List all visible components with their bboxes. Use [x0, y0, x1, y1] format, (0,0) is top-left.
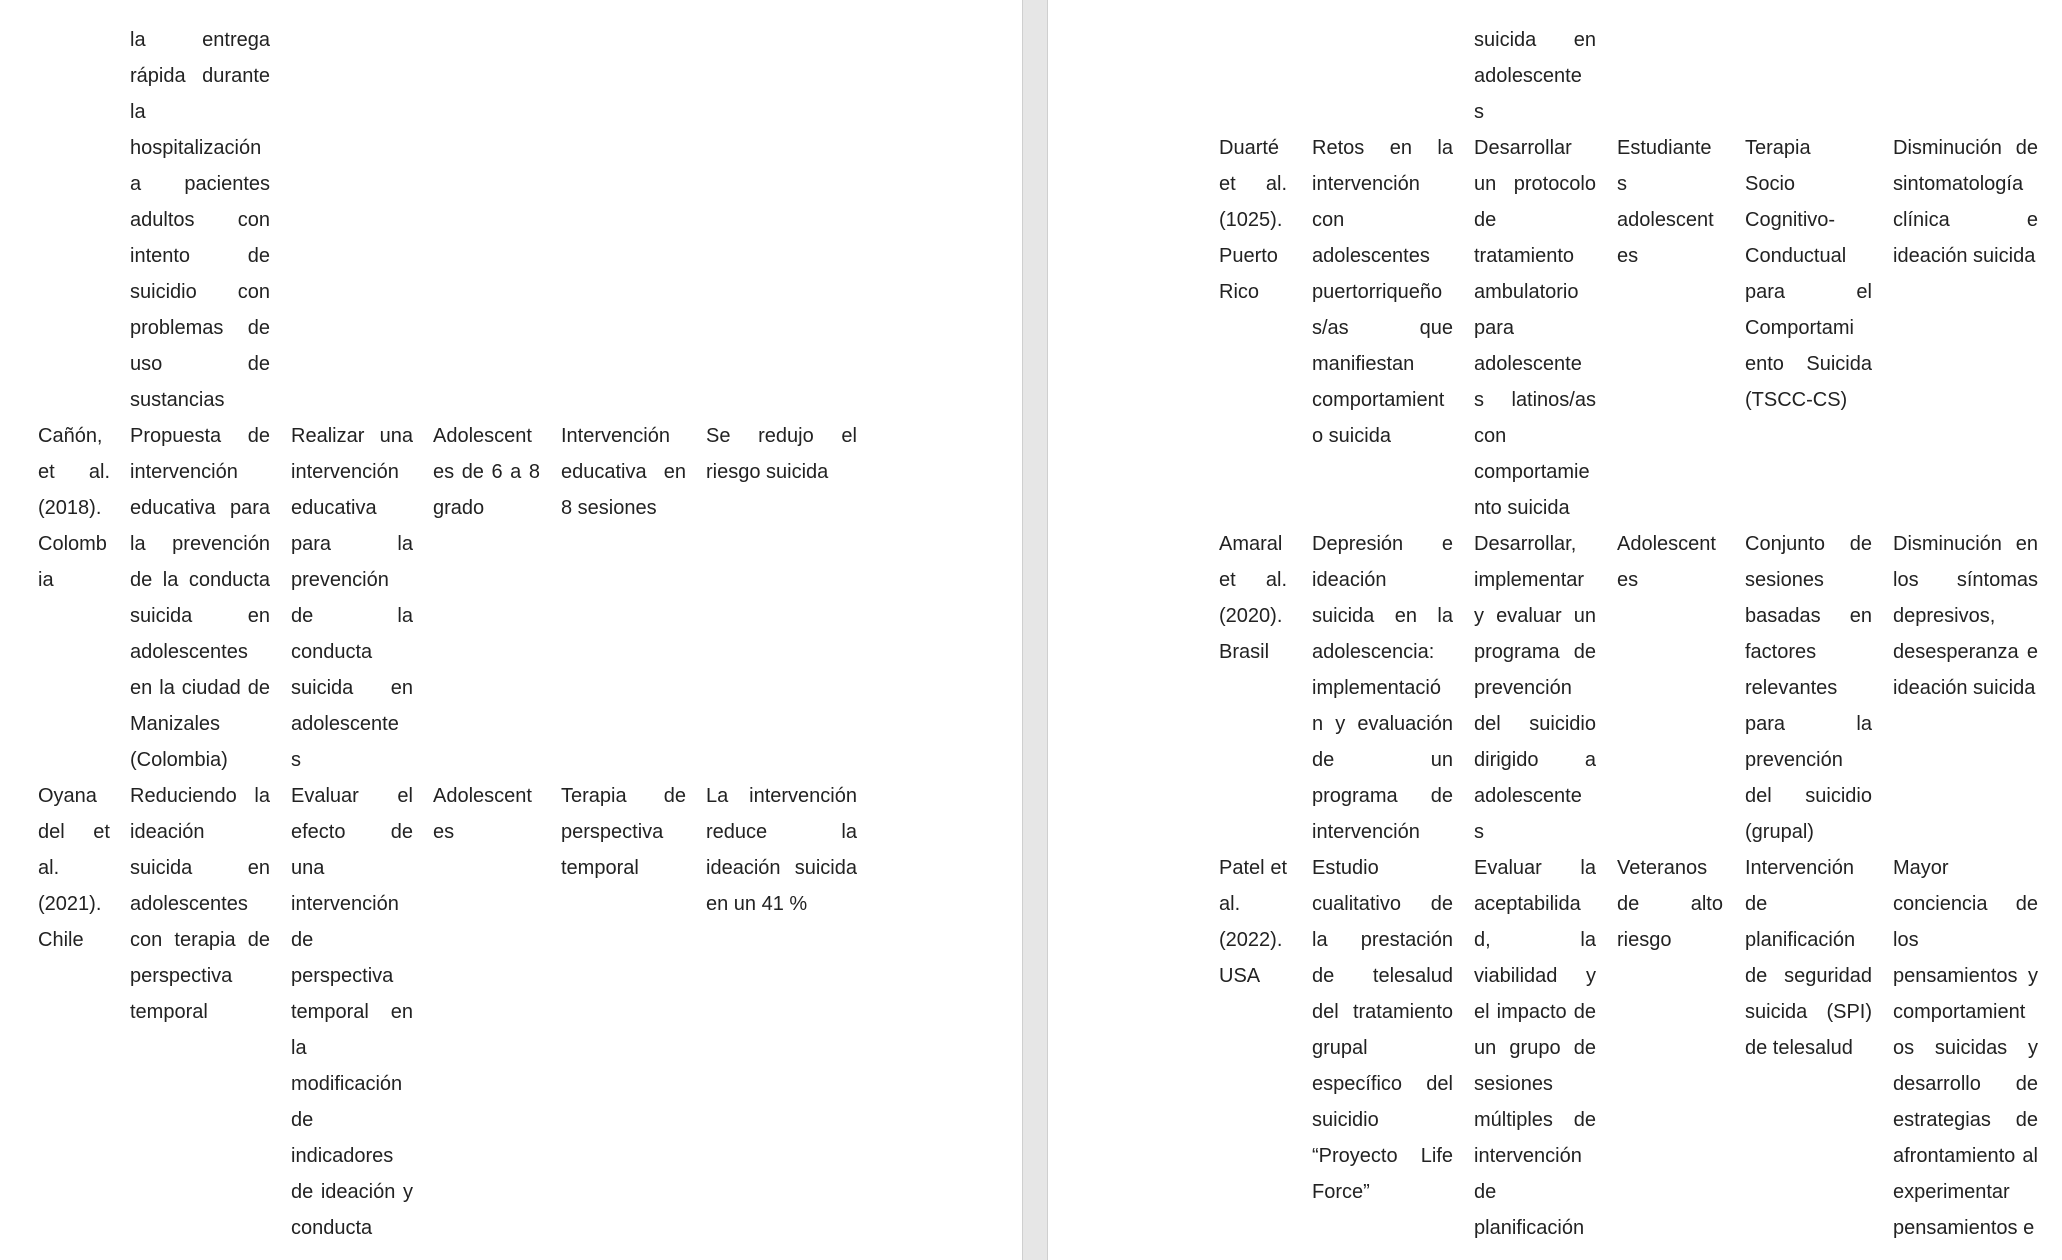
cell-text-line: grado [433, 497, 485, 519]
cell-text-line: intento de [130, 245, 270, 267]
cell-text-line: es de 6 a 8 [433, 461, 540, 483]
cell-text-line: para el [1745, 281, 1872, 303]
cell-text-line: conciencia de [1893, 893, 2038, 915]
table-cell [1617, 850, 1723, 958]
cell-text-line: Conjunto de [1745, 533, 1872, 555]
cell-text-line: afrontamiento al [1893, 1145, 2038, 1167]
cell-text-line: ia [38, 569, 54, 591]
cell-text-line: et al. [1219, 569, 1287, 591]
cell-text-line: riesgo [1617, 929, 1672, 951]
table-cell [130, 778, 270, 1030]
cell-text-line: pensamientos e [1893, 1217, 2035, 1239]
cell-text-line: Desarrollar [1474, 137, 1572, 159]
cell-text-line: ideación [130, 821, 205, 843]
cell-text-line: viabilidad y [1474, 965, 1596, 987]
cell-text-line: s [1474, 101, 1484, 123]
cell-text-line: Force” [1312, 1181, 1370, 1203]
cell-text-line: desesperanza e [1893, 641, 2038, 663]
cell-text-line: intervención [1312, 821, 1420, 843]
cell-text-line: Retos en la [1312, 137, 1453, 159]
cell-text-line: cualitativo de [1312, 893, 1453, 915]
table-cell [291, 778, 413, 1246]
cell-text-line: Disminución de [1893, 137, 2038, 159]
cell-text-line: (2018). [38, 497, 102, 519]
cell-text-line: s latinos/as [1474, 389, 1596, 411]
cell-text-line: Oyana [38, 785, 97, 807]
table-cell [1219, 130, 1287, 310]
cell-text-line: adultos con [130, 209, 270, 231]
cell-text-line: tratamiento [1474, 245, 1575, 267]
cell-text-line: Propuesta de [130, 425, 270, 447]
cell-text-line: s [1617, 173, 1627, 195]
cell-text-line: con terapia de [130, 929, 270, 951]
cell-text-line: prevención [291, 569, 389, 591]
cell-text-line: Cañón, [38, 425, 103, 447]
cell-text-line: aceptabilida [1474, 893, 1581, 915]
cell-text-line: del tratamiento [1312, 1001, 1453, 1023]
cell-text-line: La intervención [706, 785, 857, 807]
cell-text-line: adolescencia: [1312, 641, 1435, 663]
cell-text-line: ento Suicida [1745, 353, 1872, 375]
cell-text-line: suicida en la [1312, 605, 1453, 627]
cell-text-line: grupal [1312, 1037, 1368, 1059]
cell-text-line: del suicidio [1745, 785, 1872, 807]
table-cell [561, 778, 686, 886]
table-cell [130, 22, 270, 418]
cell-text-line: Desarrollar, [1474, 533, 1577, 555]
cell-text-line: de la [291, 605, 413, 627]
cell-text-line: de seguridad [1745, 965, 1872, 987]
table-cell [1745, 526, 1872, 850]
cell-text-line: para [1474, 317, 1515, 339]
cell-text-line: para la [291, 533, 413, 555]
cell-text-line: un grupo de [1474, 1037, 1596, 1059]
cell-text-line: temporal en [291, 1001, 413, 1023]
cell-text-line: n y evaluación [1312, 713, 1453, 735]
cell-text-line: intervención [291, 893, 399, 915]
cell-text-line: Cognitivo- [1745, 209, 1836, 231]
cell-text-line: prevención [1474, 677, 1572, 699]
cell-text-line: la [291, 1037, 307, 1059]
cell-text-line: sesiones [1474, 1073, 1553, 1095]
cell-text-line: Conductual [1745, 245, 1847, 267]
table-cell [38, 778, 110, 958]
cell-text-line: dirigido a [1474, 749, 1596, 771]
cell-text-line: d, la [1474, 929, 1596, 951]
page-gutter [1022, 0, 1048, 1260]
cell-text-line: Duarté [1219, 137, 1280, 159]
cell-text-line: Disminución en [1893, 533, 2038, 555]
cell-text-line: del suicidio [1474, 713, 1596, 735]
cell-text-line: adolescentes [130, 893, 248, 915]
table-cell [38, 418, 110, 598]
cell-text-line: perspectiva [130, 965, 233, 987]
cell-text-line: Veteranos [1617, 857, 1708, 879]
table-cell [1219, 850, 1287, 994]
cell-text-line: Patel et [1219, 857, 1287, 879]
cell-text-line: ideación suicida [1893, 677, 2036, 699]
cell-text-line: (2022). [1219, 929, 1283, 951]
cell-text-line: sintomatología [1893, 173, 2024, 195]
cell-text-line: implementar [1474, 569, 1585, 591]
cell-text-line: ideación [1312, 569, 1387, 591]
cell-text-line: o suicida [1312, 425, 1391, 447]
cell-text-line: temporal [561, 857, 639, 879]
cell-text-line: Terapia [1745, 137, 1811, 159]
cell-text-line: planificación [1474, 1217, 1585, 1239]
cell-text-line: educativa en [561, 461, 686, 483]
cell-text-line: ideación suicida [706, 857, 857, 879]
cell-text-line: (2021). [38, 893, 102, 915]
cell-text-line: desarrollo de [1893, 1073, 2038, 1095]
cell-text-line: Socio [1745, 173, 1796, 195]
cell-text-line: para la [1745, 713, 1872, 735]
cell-text-line: de la conducta [130, 569, 270, 591]
table-cell [1474, 850, 1596, 1246]
cell-text-line: prevención [1745, 749, 1843, 771]
cell-text-line: Comportami [1745, 317, 1854, 339]
cell-text-line: et al. [1219, 173, 1287, 195]
cell-text-line: “Proyecto Life [1312, 1145, 1453, 1167]
cell-text-line: (2020). [1219, 605, 1283, 627]
cell-text-line: perspectiva [291, 965, 394, 987]
table-cell [706, 418, 857, 490]
cell-text-line: programa de [1312, 785, 1453, 807]
cell-text-line: experimentar [1893, 1181, 2010, 1203]
cell-text-line: problemas de [130, 317, 270, 339]
cell-text-line: USA [1219, 965, 1261, 987]
cell-text-line: Estudio [1312, 857, 1379, 879]
cell-text-line: (1025). [1219, 209, 1283, 231]
cell-text-line: basadas en [1745, 605, 1872, 627]
cell-text-line: de [291, 929, 314, 951]
table-cell [1893, 850, 2038, 1246]
cell-text-line: ideación suicida [1893, 245, 2036, 267]
cell-text-line: suicida en [130, 605, 270, 627]
cell-text-line: suicidio [1312, 1109, 1379, 1131]
cell-text-line: 8 sesiones [561, 497, 657, 519]
cell-text-line: rápida durante [130, 65, 270, 87]
cell-text-line: implementació [1312, 677, 1441, 699]
cell-text-line: de telesalud [1312, 965, 1453, 987]
cell-text-line: conducta [291, 1217, 373, 1239]
cell-text-line: uso de [130, 353, 270, 375]
table-cell [1893, 130, 2038, 274]
table-cell [1474, 22, 1596, 130]
cell-text-line: adolescente [1474, 65, 1582, 87]
cell-text-line: sesiones [1745, 569, 1824, 591]
cell-text-line: puertorriqueño [1312, 281, 1443, 303]
cell-text-line: planificación [1745, 929, 1856, 951]
cell-text-line: Colomb [38, 533, 107, 555]
cell-text-line: en la ciudad de [130, 677, 270, 699]
cell-text-line: clínica e [1893, 209, 2038, 231]
cell-text-line: múltiples de [1474, 1109, 1596, 1131]
cell-text-line: a pacientes [130, 173, 270, 195]
cell-text-line: la prevención [130, 533, 270, 555]
cell-text-line: (Colombia) [130, 749, 228, 771]
table-cell [561, 418, 686, 526]
table-cell [1893, 526, 2038, 706]
cell-text-line: reduce la [706, 821, 857, 843]
cell-text-line: intervención [130, 461, 238, 483]
cell-text-line: de [1474, 1181, 1497, 1203]
cell-text-line: suicida en [130, 857, 270, 879]
cell-text-line: Estudiante [1617, 137, 1712, 159]
cell-text-line: es [1617, 569, 1639, 591]
cell-text-line: et al. [38, 461, 110, 483]
cell-text-line: comportamient [1893, 1001, 2026, 1023]
table-cell [1745, 130, 1872, 418]
cell-text-line: Adolescent [433, 425, 532, 447]
cell-text-line: de ideación y [291, 1181, 413, 1203]
table-cell [1617, 526, 1723, 598]
table-cell [1474, 130, 1596, 526]
table-cell [1312, 526, 1453, 850]
cell-text-line: Reduciendo la [130, 785, 270, 807]
table-cell [1745, 850, 1872, 1066]
cell-text-line: temporal [130, 1001, 208, 1023]
cell-text-line: Puerto [1219, 245, 1278, 267]
cell-text-line: efecto de [291, 821, 413, 843]
cell-text-line: riesgo suicida [706, 461, 829, 483]
cell-text-line: los [1893, 929, 1919, 951]
cell-text-line: Manizales [130, 713, 221, 735]
cell-text-line: os suicidas y [1893, 1037, 2038, 1059]
cell-text-line: depresivos, [1893, 605, 1996, 627]
cell-text-line: suicidio con [130, 281, 270, 303]
cell-text-line: de [291, 1109, 314, 1131]
cell-text-line: intervención [291, 461, 399, 483]
cell-text-line: educativa para [130, 497, 270, 519]
cell-text-line: adolescentes [1312, 245, 1430, 267]
cell-text-line: de [1745, 893, 1768, 915]
cell-text-line: Brasil [1219, 641, 1270, 663]
cell-text-line: una [291, 857, 325, 879]
table-cell [130, 418, 270, 778]
table-cell [1474, 526, 1596, 850]
cell-text-line: de un [1312, 749, 1453, 771]
cell-text-line: y evaluar un [1474, 605, 1596, 627]
cell-text-line: es [433, 821, 455, 843]
cell-text-line: educativa [291, 497, 377, 519]
cell-text-line: Depresión e [1312, 533, 1453, 555]
table-cell [706, 778, 857, 922]
cell-text-line: s/as que [1312, 317, 1453, 339]
cell-text-line: Intervención [561, 425, 670, 447]
cell-text-line: Amaral [1219, 533, 1283, 555]
cell-text-line: conducta [291, 641, 373, 663]
table-cell [1617, 130, 1723, 274]
cell-text-line: Adolescent [433, 785, 532, 807]
cell-text-line: Evaluar el [291, 785, 413, 807]
document-page-right [1048, 0, 2062, 1260]
table-cell [433, 418, 540, 526]
cell-text-line: específico del [1312, 1073, 1453, 1095]
cell-text-line: modificación [291, 1073, 403, 1095]
cell-text-line: suicida (SPI) [1745, 1001, 1872, 1023]
cell-text-line: Terapia de [561, 785, 686, 807]
cell-text-line: el impacto de [1474, 1001, 1596, 1023]
cell-text-line: sustancias [130, 389, 225, 411]
cell-text-line: al. [38, 857, 60, 879]
cell-text-line: perspectiva [561, 821, 664, 843]
cell-text-line: en un 41 % [706, 893, 808, 915]
cell-text-line: comportamient [1312, 389, 1445, 411]
cell-text-line: de telesalud [1745, 1037, 1853, 1059]
cell-text-line: nto suicida [1474, 497, 1570, 519]
cell-text-line: Intervención [1745, 857, 1854, 879]
cell-text-line: Rico [1219, 281, 1260, 303]
document-page-left [0, 0, 1022, 1260]
cell-text-line: estrategias de [1893, 1109, 2038, 1131]
cell-text-line: la entrega [130, 29, 270, 51]
cell-text-line: hospitalización [130, 137, 262, 159]
cell-text-line: adolescentes [130, 641, 248, 663]
table-cell [433, 778, 540, 850]
cell-text-line: Realizar una [291, 425, 413, 447]
cell-text-line: intervención [1474, 1145, 1582, 1167]
cell-text-line: adolescent [1617, 209, 1714, 231]
cell-text-line: indicadores [291, 1145, 394, 1167]
cell-text-line: (TSCC-CS) [1745, 389, 1848, 411]
cell-text-line: adolescente [1474, 353, 1582, 375]
cell-text-line: un protocolo [1474, 173, 1596, 195]
cell-text-line: de alto [1617, 893, 1723, 915]
cell-text-line: s [291, 749, 301, 771]
cell-text-line: con [1474, 425, 1507, 447]
cell-text-line: comportamie [1474, 461, 1590, 483]
cell-text-line: manifiestan [1312, 353, 1415, 375]
cell-text-line: pensamientos y [1893, 965, 2038, 987]
table-cell [291, 418, 413, 778]
cell-text-line: del et [38, 821, 110, 843]
cell-text-line: al. [1219, 893, 1241, 915]
cell-text-line: Se redujo el [706, 425, 857, 447]
cell-text-line: con [1312, 209, 1345, 231]
cell-text-line: la prestación [1312, 929, 1453, 951]
table-cell [1312, 850, 1453, 1210]
cell-text-line: Mayor [1893, 857, 1949, 879]
cell-text-line: adolescente [1474, 785, 1582, 807]
cell-text-line: suicida en [1474, 29, 1596, 51]
cell-text-line: adolescente [291, 713, 399, 735]
cell-text-line: Evaluar la [1474, 857, 1596, 879]
cell-text-line: relevantes [1745, 677, 1838, 699]
cell-text-line: los síntomas [1893, 569, 2038, 591]
cell-text-line: programa de [1474, 641, 1596, 663]
cell-text-line: la [130, 101, 146, 123]
cell-text-line: s [1474, 821, 1484, 843]
table-cell [1219, 526, 1287, 670]
cell-text-line: ambulatorio [1474, 281, 1579, 303]
cell-text-line: de [1474, 209, 1497, 231]
cell-text-line: Adolescent [1617, 533, 1716, 555]
cell-text-line: es [1617, 245, 1639, 267]
table-cell [1312, 130, 1453, 454]
cell-text-line: (grupal) [1745, 821, 1814, 843]
cell-text-line: factores [1745, 641, 1817, 663]
cell-text-line: intervención [1312, 173, 1420, 195]
cell-text-line: suicida en [291, 677, 413, 699]
cell-text-line: Chile [38, 929, 84, 951]
